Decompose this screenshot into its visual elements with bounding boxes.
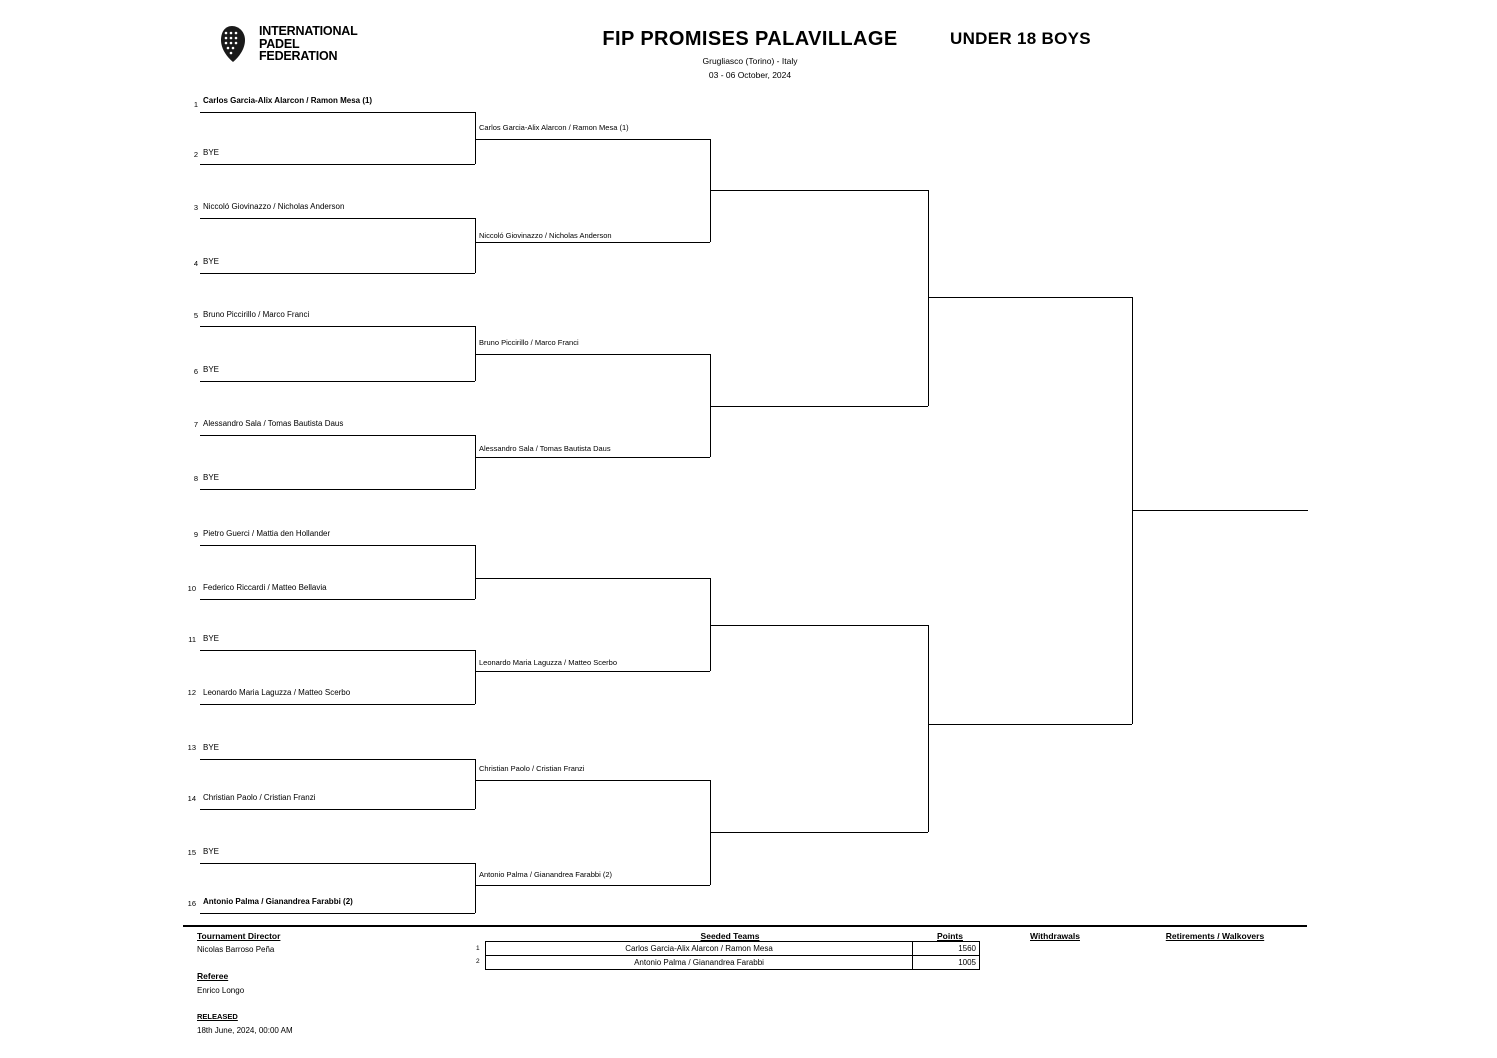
- federation-logo: [212, 18, 358, 70]
- bracket-line: [200, 599, 475, 600]
- bracket-line: [200, 435, 475, 436]
- seed-team-points: 1005: [913, 956, 980, 970]
- bracket-line: [475, 780, 710, 781]
- released-value: 18th June, 2024, 00:00 AM: [197, 1026, 293, 1035]
- seed-number: 11: [188, 635, 196, 644]
- round1-entry: BYE: [203, 257, 220, 266]
- bracket-line: [200, 164, 475, 165]
- footer-divider: [183, 925, 1307, 927]
- bracket-line: [928, 297, 1132, 298]
- bracket-line: [200, 112, 475, 113]
- seed-number: 12: [187, 688, 196, 697]
- referee-label: Referee: [197, 971, 229, 981]
- bracket-line: [475, 578, 710, 579]
- round1-entry: BYE: [203, 847, 220, 856]
- round2-entry: Antonio Palma / Gianandrea Farabbi (2): [479, 870, 612, 879]
- bracket-line: [475, 354, 710, 355]
- seed-number: 16: [187, 899, 196, 908]
- bracket-line: [200, 809, 475, 810]
- seed-team-name: Antonio Palma / Gianandrea Farabbi: [486, 956, 913, 970]
- table-row: [486, 942, 980, 956]
- bracket-line: [475, 885, 710, 886]
- logo-line-2: PADEL: [259, 36, 300, 51]
- round1-entry: Leonardo Maria Laguzza / Matteo Scerbo: [203, 688, 351, 697]
- round1-entry: BYE: [203, 365, 220, 374]
- bracket-line: [710, 832, 928, 833]
- round1-entry: Bruno Piccirillo / Marco Franci: [203, 310, 310, 319]
- seed-number: 9: [193, 530, 198, 539]
- seed-number: 6: [193, 367, 198, 376]
- seed-number: 14: [187, 794, 196, 803]
- bracket-line: [475, 242, 710, 243]
- bracket-line: [200, 759, 475, 760]
- round2-entry: Leonardo Maria Laguzza / Matteo Scerbo: [479, 658, 617, 667]
- bracket-line: [710, 190, 928, 191]
- bracket-connector: [928, 190, 929, 406]
- round2-entry: Alessandro Sala / Tomas Bautista Daus: [479, 444, 611, 453]
- bracket-line: [928, 724, 1132, 725]
- bracket-line: [475, 139, 710, 140]
- tournament-director-label: Tournament Director: [197, 931, 281, 941]
- seed-number: 1: [193, 100, 198, 109]
- bracket-line: [200, 218, 475, 219]
- round1-entry: Pietro Guerci / Mattia den Hollander: [203, 529, 331, 538]
- round1-entry: Federico Riccardi / Matteo Bellavia: [203, 583, 327, 592]
- seed-number: 5: [193, 311, 198, 320]
- bracket-line: [200, 489, 475, 490]
- round2-entry: Carlos Garcia-Alix Alarcon / Ramon Mesa (1): [479, 123, 629, 132]
- bracket-connector: [475, 545, 476, 599]
- round1-entry: Niccoló Giovinazzo / Nicholas Anderson: [203, 202, 345, 211]
- seeded-teams-label: Seeded Teams: [700, 931, 760, 941]
- bracket-line: [200, 545, 475, 546]
- bracket-line: [200, 326, 475, 327]
- round1-entry: Alessandro Sala / Tomas Bautista Daus: [203, 419, 344, 428]
- seed-number: 4: [193, 259, 198, 268]
- bracket-connector: [475, 218, 476, 273]
- seed-number: 10: [187, 584, 196, 593]
- bracket-line: [475, 671, 710, 672]
- seed-number: 8: [193, 474, 198, 483]
- round1-entry: Antonio Palma / Gianandrea Farabbi (2): [203, 897, 353, 906]
- retirements-label: Retirements / Walkovers: [1165, 931, 1265, 941]
- round2-entry: Niccoló Giovinazzo / Nicholas Anderson: [479, 231, 612, 240]
- logo-line-1: INTERNATIONAL: [259, 24, 358, 39]
- bracket-connector: [475, 435, 476, 489]
- tournament-director-value: Nicolas Barroso Peña: [197, 945, 275, 954]
- seed-number: 7: [193, 420, 198, 429]
- round1-entry: BYE: [203, 148, 220, 157]
- bracket-connector: [475, 112, 476, 164]
- bracket-line: [710, 625, 928, 626]
- bracket-line: [200, 650, 475, 651]
- bracket-connector: [475, 759, 476, 809]
- bracket-line: [200, 913, 475, 914]
- seed-number: 15: [187, 848, 196, 857]
- padel-ball-icon: [212, 23, 254, 65]
- logo-line-3: FEDERATION: [259, 49, 338, 64]
- bracket-line: [200, 863, 475, 864]
- seed-team-name: Carlos Garcia-Alix Alarcon / Ramon Mesa: [486, 942, 913, 956]
- referee-value: Enrico Longo: [197, 986, 245, 995]
- seed-number: 13: [187, 743, 196, 752]
- venue-location: Grugliasco (Torino) - Italy: [702, 56, 798, 66]
- released-label: RELEASED: [197, 1012, 238, 1021]
- bracket-line: [475, 457, 710, 458]
- seeded-teams-table: [485, 941, 980, 970]
- round1-entry: Christian Paolo / Cristian Franzi: [203, 793, 316, 802]
- bracket-line: [200, 273, 475, 274]
- table-row: [486, 956, 980, 970]
- seed-row-index: 1: [476, 945, 480, 952]
- bracket-connector: [475, 650, 476, 704]
- round2-entry: Christian Paolo / Cristian Franzi: [479, 764, 585, 773]
- bracket-line: [200, 381, 475, 382]
- seed-row-index: 2: [476, 958, 480, 965]
- seed-team-points: 1560: [913, 942, 980, 956]
- round1-entry: BYE: [203, 634, 220, 643]
- seed-number: 2: [193, 150, 198, 159]
- round1-entry: BYE: [203, 743, 220, 752]
- seed-number: 3: [193, 203, 198, 212]
- tournament-title: FIP PROMISES PALAVILLAGE: [602, 28, 898, 50]
- draw-category-title: UNDER 18 BOYS: [950, 29, 1091, 48]
- bracket-connector: [928, 625, 929, 832]
- tournament-dates: 03 - 06 October, 2024: [708, 70, 792, 80]
- round1-entry: BYE: [203, 473, 220, 482]
- points-label: Points: [937, 931, 963, 941]
- logo-wordmark: [259, 25, 358, 63]
- bracket-line: [200, 704, 475, 705]
- round2-entry: Bruno Piccirillo / Marco Franci: [479, 338, 579, 347]
- bracket-line: [710, 406, 928, 407]
- round1-entry: Carlos Garcia-Alix Alarcon / Ramon Mesa (1): [203, 96, 373, 105]
- withdrawals-label: Withdrawals: [1030, 931, 1080, 941]
- bracket-line: [1132, 510, 1308, 511]
- bracket-connector: [475, 863, 476, 913]
